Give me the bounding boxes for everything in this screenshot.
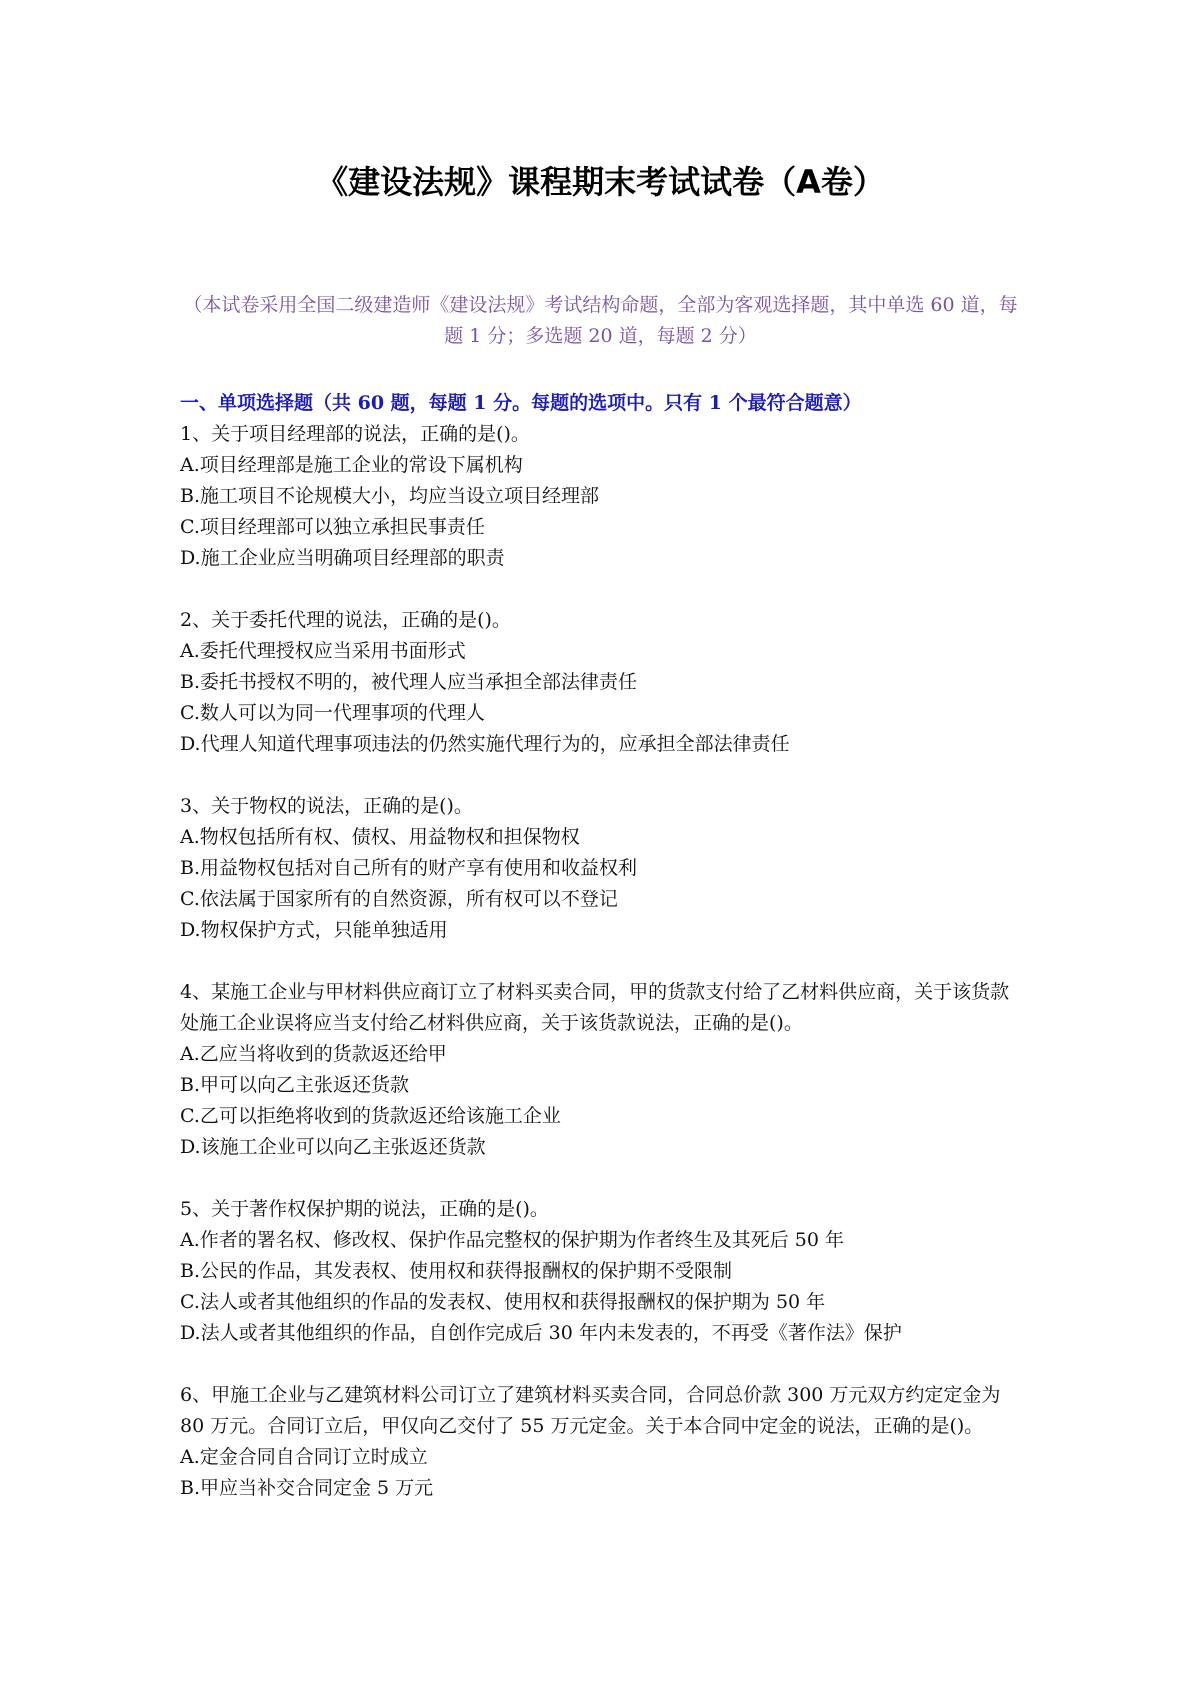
option-c: C.法人或者其他组织的作品的发表权、使用权和获得报酬权的保护期为 50 年: [180, 1291, 826, 1313]
option-a: A.乙应当将收到的货款返还给甲: [180, 1043, 447, 1065]
option-a: A.定金合同自合同订立时成立: [180, 1446, 428, 1468]
option-d: D.施工企业应当明确项目经理部的职责: [180, 547, 505, 569]
option-b: B.甲可以向乙主张返还货款: [180, 1074, 410, 1096]
section-heading: 一、单项选择题（共 60 题，每题 1 分。每题的选项中。只有 1 个最符合题意）: [180, 392, 862, 414]
option-a: A.委托代理授权应当采用书面形式: [180, 640, 466, 662]
question-6: [180, 1380, 1021, 1504]
question-stem: 2、关于委托代理的说法，正确的是()。: [180, 609, 511, 631]
question-stem: 1、关于项目经理部的说法，正确的是()。: [180, 423, 530, 445]
option-d: D.物权保护方式，只能单独适用: [180, 919, 448, 941]
option-a: A.物权包括所有权、债权、用益物权和担保物权: [180, 826, 580, 848]
option-b: B.公民的作品，其发表权、使用权和获得报酬权的保护期不受限制: [180, 1260, 733, 1282]
option-d: D.代理人知道代理事项违法的仍然实施代理行为的，应承担全部法律责任: [180, 733, 790, 755]
question-1: [180, 419, 1021, 574]
question-5: [180, 1194, 1021, 1349]
question-4: [180, 977, 1021, 1163]
question-stem: 4、某施工企业与甲材料供应商订立了材料买卖合同，甲的货款支付给了乙材料供应商，关于该货款处施工企业误将应当支付给乙材料供应商，关于该货款说法，正确的是()。: [180, 981, 1010, 1034]
option-b: B.用益物权包括对自己所有的财产享有使用和收益权利: [180, 857, 638, 879]
option-c: C.乙可以拒绝将收到的货款返还给该施工企业: [180, 1105, 561, 1127]
question-stem: 5、关于著作权保护期的说法，正确的是()。: [180, 1198, 549, 1220]
question-3: [180, 791, 1021, 946]
option-d: D.法人或者其他组织的作品，自创作完成后 30 年内未发表的，不再受《著作法》保护: [180, 1322, 902, 1344]
option-c: C.项目经理部可以独立承担民事责任: [180, 516, 485, 538]
option-d: D.该施工企业可以向乙主张返还货款: [180, 1136, 486, 1158]
question-stem: 6、甲施工企业与乙建筑材料公司订立了建筑材料买卖合同，合同总价款 300 万元双方约定定金为 80 万元。合同订立后，甲仅向乙交付了 55 万元定金。关于本合同中定金的说法，正确的是()。: [180, 1384, 1001, 1437]
option-b: B.施工项目不论规模大小，均应当设立项目经理部: [180, 485, 600, 507]
question-2: [180, 605, 1021, 760]
option-b: B.委托书授权不明的，被代理人应当承担全部法律责任: [180, 671, 638, 693]
question-stem: 3、关于物权的说法，正确的是()。: [180, 795, 473, 817]
option-c: C.数人可以为同一代理事项的代理人: [180, 702, 485, 724]
document-title: 《建设法规》课程期末考试试卷（A卷）: [316, 163, 885, 201]
exam-note: （本试卷采用全国二级建造师《建设法规》考试结构命题，全部为客观选择题，其中单选 60 道，每题 1 分；多选题 20 道，每题 2 分）: [183, 294, 1018, 347]
option-b: B.甲应当补交合同定金 5 万元: [180, 1477, 434, 1499]
option-a: A.项目经理部是施工企业的常设下属机构: [180, 454, 523, 476]
option-a: A.作者的署名权、修改权、保护作品完整权的保护期为作者终生及其死后 50 年: [180, 1229, 845, 1251]
option-c: C.依法属于国家所有的自然资源，所有权可以不登记: [180, 888, 618, 910]
